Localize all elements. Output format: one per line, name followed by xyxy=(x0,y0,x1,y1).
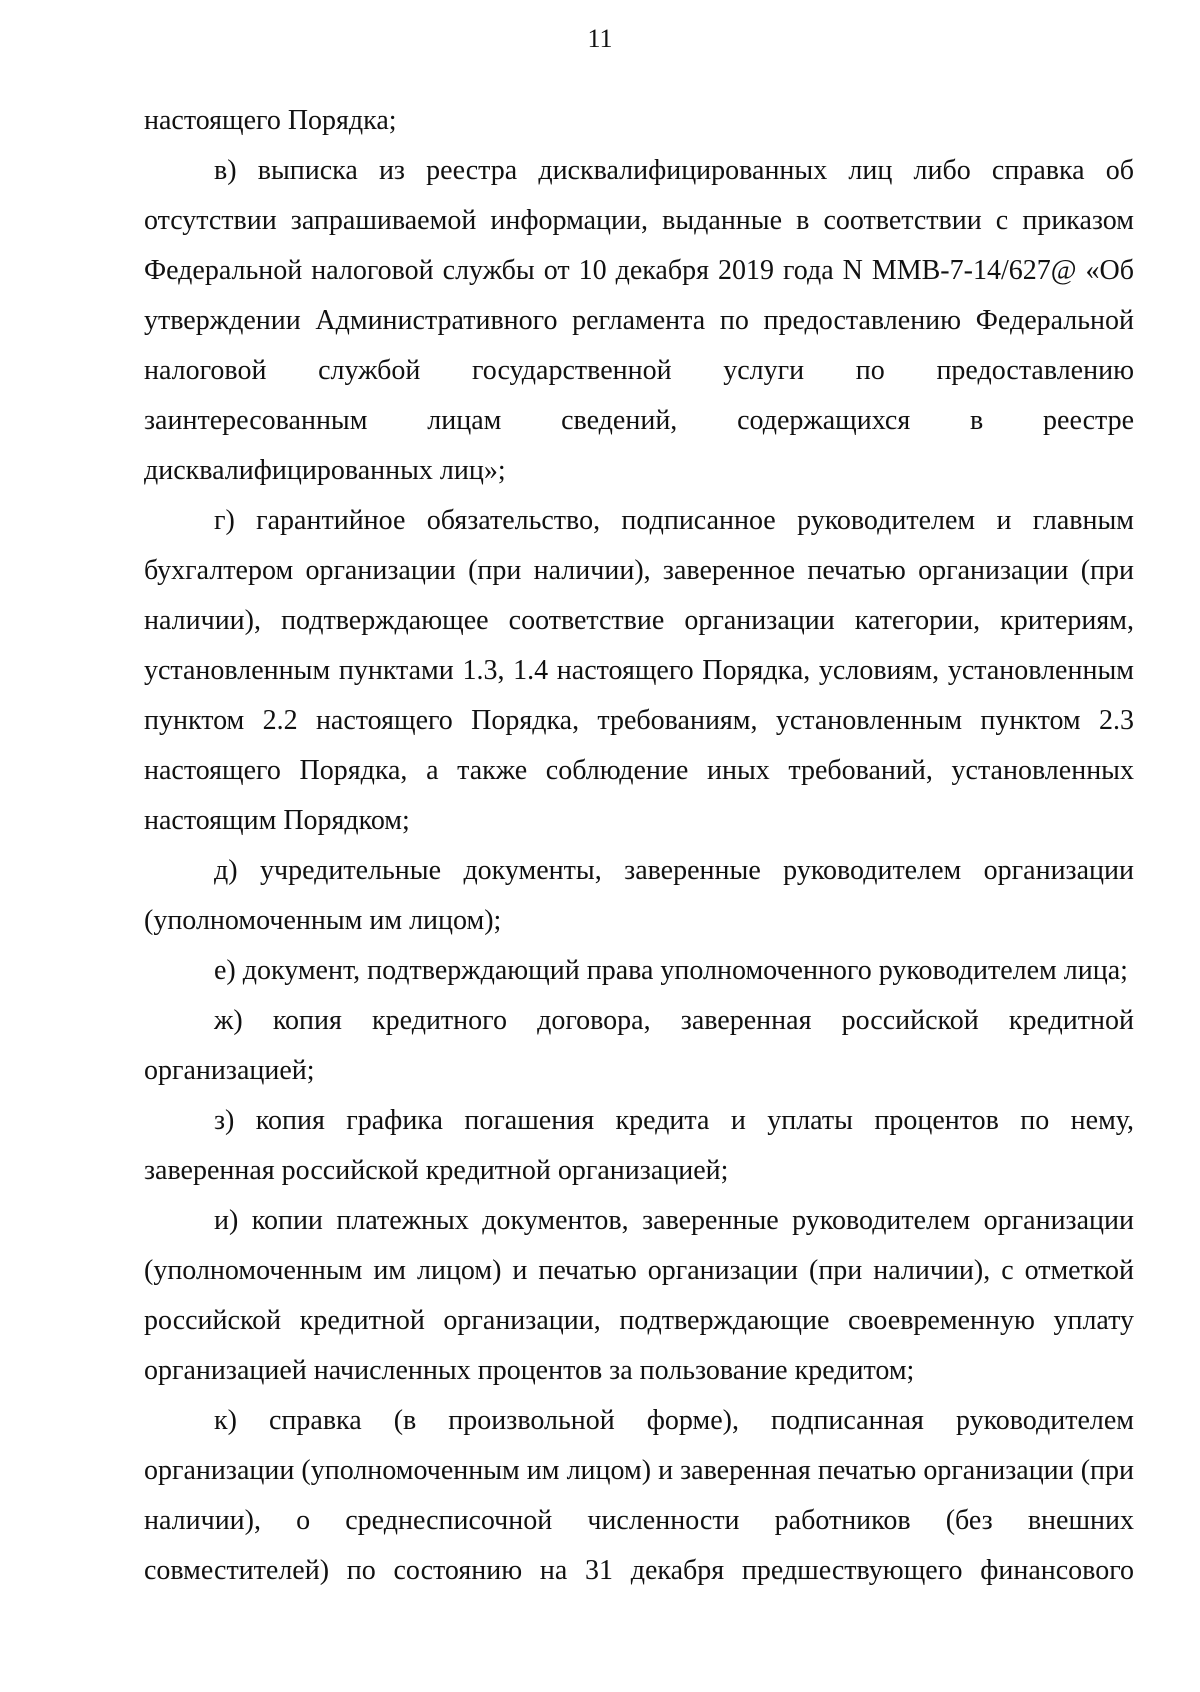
paragraph-z: з) копия графика погашения кредита и уплаты процентов по нему, заверенная российской кредитной организацией; xyxy=(144,1105,1134,1186)
paragraph-zh: ж) копия кредитного договора, заверенная российской кредитной организацией; xyxy=(144,1005,1134,1086)
paragraph-d: д) учредительные документы, заверенные руководителем организации (уполномоченным им лицом); xyxy=(144,855,1134,936)
paragraph-g: г) гарантийное обязательство, подписанное руководителем и главным бухгалтером организации (при наличии), заверенное печатью организации (при наличии), подтверждающее соответствие организации категории, критериям, установленным пунктами 1.3, 1.4 настоящего Порядка, условиям, установленным пунктом 2.2 настоящего Порядка, требованиям, установленным пунктом 2.3 настоящего Порядка, а также соблюдение иных требований, установленных настоящим Порядком; xyxy=(144,505,1134,836)
paragraph-continuation: настоящего Порядка; xyxy=(144,105,397,136)
page-number: 11 xyxy=(587,24,613,53)
paragraph-v: в) выписка из реестра дисквалифицированных лиц либо справка об отсутствии запрашиваемой информации, выданные в соответствии с приказом Федеральной налоговой службы от 10 декабря 2019 года N ММВ-7-14/627@ «Об утверждении Административного регламента по предоставлению Федеральной налоговой службой государственной услуги по предоставлению заинтересованным лицам сведений, содержащихся в реестре дисквалифицированных лиц»; xyxy=(144,155,1134,486)
paragraph-i: и) копии платежных документов, заверенные руководителем организации (уполномоченным им лицом) и печатью организации (при наличии), с отметкой российской кредитной организации, подтверждающие своевременную уплату организацией начисленных процентов за пользование кредитом; xyxy=(144,1205,1134,1386)
paragraph-k: к) справка (в произвольной форме), подписанная руководителем организации (уполномоченным им лицом) и заверенная печатью организации (при наличии), о среднесписочной численности работников (без внешних совместителей) по состоянию на 31 декабря предшествующего финансового xyxy=(144,1405,1134,1586)
paragraph-e: е) документ, подтверждающий права уполномоченного руководителем лица; xyxy=(214,955,1128,986)
document-body xyxy=(144,96,1134,1596)
